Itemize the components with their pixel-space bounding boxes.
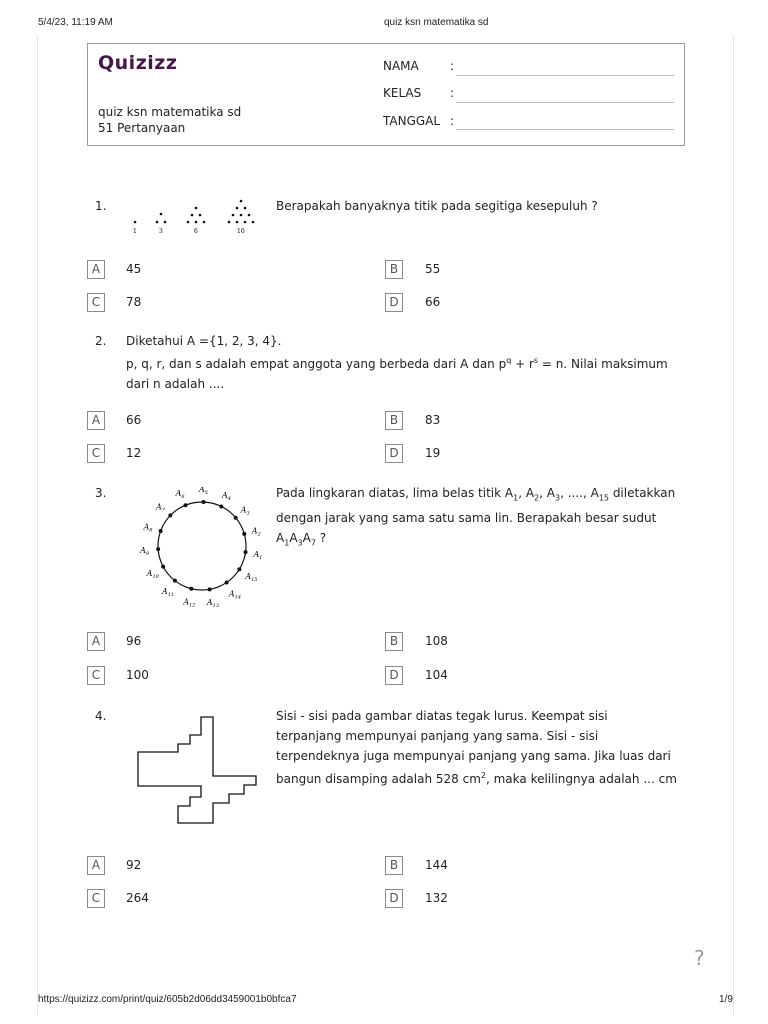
circle-point-label: $A_3$ (240, 505, 250, 517)
option-value: 19 (425, 446, 441, 460)
option-value: 144 (425, 858, 448, 872)
circle-point-label: $A_7$ (155, 502, 165, 514)
option-value: 83 (425, 413, 441, 427)
question-text (276, 483, 675, 554)
question-text (126, 331, 668, 394)
circle-point-label: $A_9$ (140, 545, 150, 557)
stepped-shape-figure (128, 712, 258, 832)
field-colon: : (450, 59, 455, 73)
option-value: 104 (425, 668, 448, 682)
circle-point (173, 579, 177, 583)
circle-point-label: $A_{12}$ (183, 597, 196, 609)
quiz-header (87, 43, 685, 146)
option-letter-c[interactable]: C (87, 889, 105, 908)
option-value: 45 (126, 262, 142, 276)
option-letter-a[interactable]: A (87, 411, 105, 430)
figure-label: 1 (133, 228, 137, 235)
option-letter-b[interactable]: B (385, 856, 403, 875)
field-line-kelas[interactable] (456, 102, 674, 103)
figure-label: 3 (159, 228, 163, 235)
circle-point-label: $A_4$ (221, 490, 231, 502)
circle-point-label: $A_{14}$ (228, 589, 242, 601)
circle-point (168, 513, 172, 517)
field-colon: : (450, 114, 455, 128)
page-number: 1/9 (719, 994, 733, 1005)
option-letter-a[interactable]: A (87, 260, 105, 279)
option-letter-d[interactable]: D (385, 444, 403, 463)
circle-point-label: $A_2$ (251, 526, 261, 538)
option-letter-a[interactable]: A (87, 856, 105, 875)
quiz-title: quiz ksn matematika sd (98, 105, 242, 119)
option-letter-d[interactable]: D (385, 293, 403, 312)
option-value: 264 (126, 891, 149, 905)
option-letter-b[interactable]: B (385, 632, 403, 651)
circle-point (244, 550, 248, 554)
question-text: Berapakah banyaknya titik pada segitiga kesepuluh ? (276, 199, 598, 213)
option-value: 108 (425, 634, 448, 648)
question-number: 4. (95, 709, 107, 723)
question-number: 1. (95, 199, 107, 213)
circle-point (225, 580, 229, 584)
option-value: 96 (126, 634, 142, 648)
circle-point (184, 503, 188, 507)
question-line: bangun disamping adalah 528 $cm^2$, maka kelilingnya adalah ... cm (276, 771, 677, 786)
circle-point (189, 587, 193, 591)
circle-point (219, 504, 223, 508)
field-line-nama[interactable] (456, 75, 674, 76)
option-value: 66 (425, 295, 441, 309)
help-icon[interactable]: ? (694, 946, 705, 970)
quizizz-logo: Quizizz (98, 52, 178, 74)
question-line: dengan jarak yang sama satu sama lin. Berapakah besar sudut (276, 511, 657, 526)
circle-point-label: $A_8$ (143, 522, 153, 534)
question-number: 3. (95, 486, 107, 500)
circle-point (208, 587, 212, 591)
question-line: Pada lingkaran diatas, lima belas titik $A_1$, $A_2$, $A_3$, ...., $A_{15}$ diletakkan (276, 486, 676, 503)
circle-point-label: $A_{10}$ (146, 568, 159, 580)
question-line: Sisi - sisi pada gambar diatas tegak lurus. Keempat sisi (276, 709, 608, 723)
question-line: dari n adalah .... (126, 377, 225, 391)
option-letter-d[interactable]: D (385, 666, 403, 685)
circle-point (159, 529, 163, 533)
option-letter-a[interactable]: A (87, 632, 105, 651)
question-line: Diketahui A ={1, 2, 3, 4}. (126, 334, 282, 348)
option-letter-d[interactable]: D (385, 889, 403, 908)
option-letter-b[interactable]: B (385, 411, 403, 430)
print-url[interactable]: https://quizizz.com/print/quiz/605b2d06dd3459001b0bfca7 (38, 994, 297, 1005)
option-letter-c[interactable]: C (87, 293, 105, 312)
question-count: 51 Pertanyaan (98, 121, 186, 135)
option-value: 55 (425, 262, 441, 276)
figure-label: 10 (237, 228, 245, 235)
question-line: p, q, r, dan s adalah empat anggota yang berbeda dari A dan $p^q + r^s = n$. Nilai maksimum (126, 356, 668, 371)
field-label-tanggal: TANGGAL (383, 114, 441, 128)
option-value: 66 (126, 413, 142, 427)
option-value: 92 (126, 858, 142, 872)
option-letter-b[interactable]: B (385, 260, 403, 279)
circle-point-label: $A_6$ (175, 489, 185, 501)
circle-point (161, 565, 165, 569)
circle-point (234, 516, 238, 520)
triangle-dots-figure (124, 193, 274, 237)
question-number: 2. (95, 334, 107, 348)
circle-point-label: $A_1$ (253, 549, 263, 561)
circle-point (237, 567, 241, 571)
circle-point-label: $A_5$ (198, 487, 208, 497)
question-line: terpanjang mempunyai panjang yang sama. Sisi - sisi (276, 729, 599, 743)
option-value: 78 (126, 295, 142, 309)
figure-label: 6 (194, 228, 198, 235)
circle-point (202, 500, 206, 504)
circle-point-label: $A_{11}$ (161, 586, 175, 598)
circle-point (156, 547, 160, 551)
field-label-nama: NAMA (383, 59, 419, 73)
circle-points-figure (126, 487, 266, 609)
option-value: 100 (126, 668, 149, 682)
option-letter-c[interactable]: C (87, 444, 105, 463)
print-datetime: 5/4/23, 11:19 AM (38, 17, 113, 28)
option-letter-c[interactable]: C (87, 666, 105, 685)
question-line: terpendeknya juga mempunyai panjang yang sama. Jika luas dari (276, 749, 671, 763)
option-value: 12 (126, 446, 142, 460)
field-colon: : (450, 86, 455, 100)
circle-point-label: $A_{13}$ (206, 598, 220, 609)
question-text (276, 706, 677, 789)
field-line-tanggal[interactable] (456, 129, 674, 130)
print-title: quiz ksn matematika sd (384, 17, 489, 28)
field-label-kelas: KELAS (383, 86, 422, 100)
option-value: 132 (425, 891, 448, 905)
circle-point (242, 532, 246, 536)
question-line: $A_1A_3A_7$ ? (276, 531, 327, 548)
circle-point-label: $A_{15}$ (245, 572, 258, 584)
